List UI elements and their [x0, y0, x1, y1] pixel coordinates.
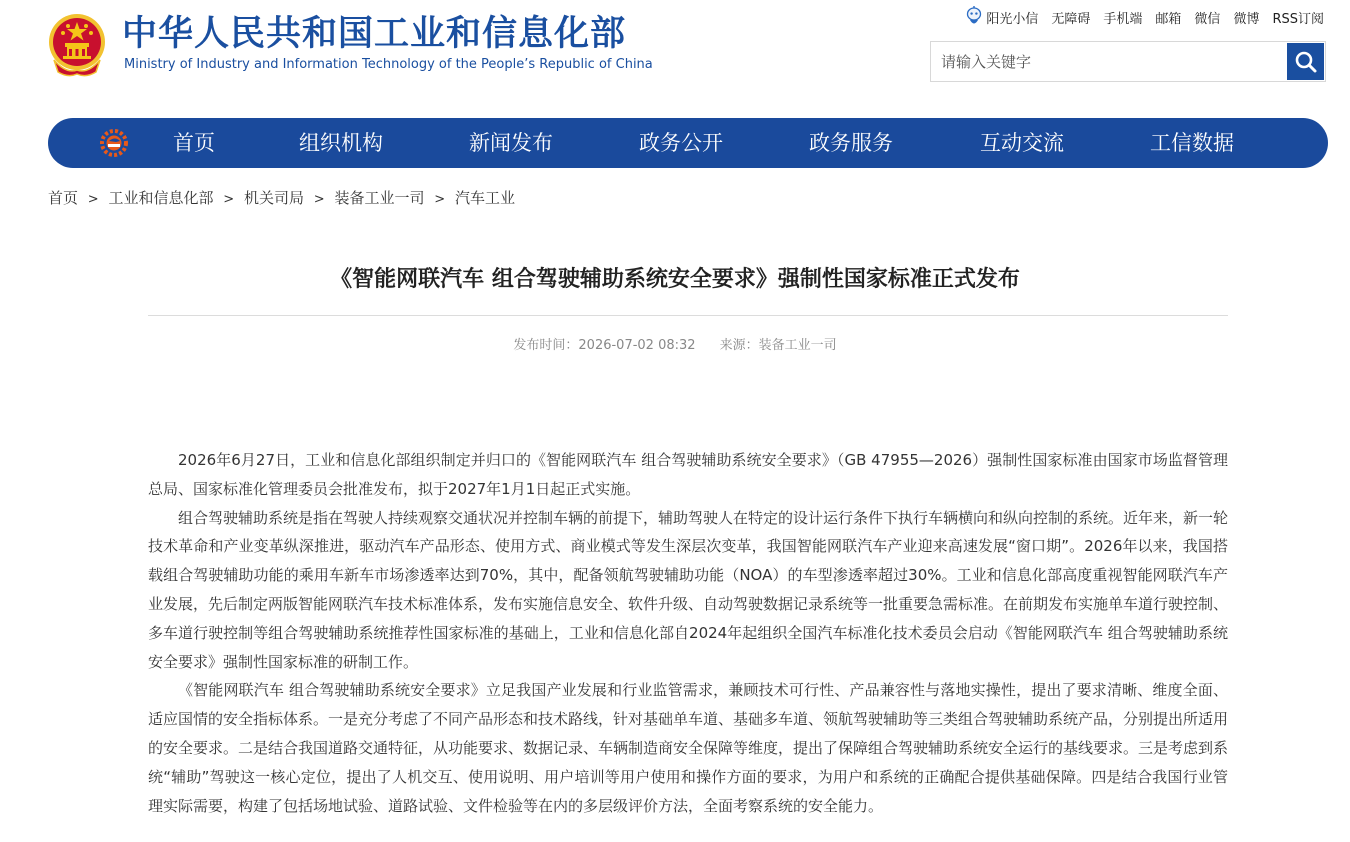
breadcrumb-auto-industry[interactable]: 汽车工业 — [454, 189, 515, 207]
ministry-logo-icon[interactable] — [98, 127, 130, 159]
nav-government-affairs[interactable]: 政务公开 — [639, 131, 723, 155]
main-nav — [48, 118, 1328, 168]
search-icon — [1294, 50, 1318, 74]
article-paragraph: 2026年6月27日，工业和信息化部组织制定并归口的《智能网联汽车 组合驾驶辅助系统安全要求》（GB 47955—2026）强制性国家标准由国家市场监督管理总局、国家标准化管理委员会批准发布，拟于2027年1月1日起正式实施。 — [148, 451, 1228, 498]
breadcrumb-separator: > — [434, 192, 446, 207]
nav-interaction[interactable]: 互动交流 — [980, 131, 1064, 155]
nav-government-services[interactable]: 政务服务 — [809, 131, 893, 155]
robot-assistant-icon[interactable] — [966, 6, 982, 28]
national-emblem-icon — [46, 12, 108, 78]
nav-data[interactable]: 工信数据 — [1150, 131, 1234, 155]
toplink-weibo[interactable]: 微博 — [1233, 11, 1260, 27]
toplink-mail[interactable]: 邮箱 — [1155, 11, 1182, 27]
source: 装备工业一司 — [758, 338, 837, 353]
search-box — [930, 41, 1326, 82]
publish-time: 2026-07-02 08:32 — [578, 338, 696, 353]
toplink-accessibility[interactable]: 无障碍 — [1051, 11, 1091, 27]
toplink-mobile[interactable]: 手机端 — [1103, 11, 1143, 27]
breadcrumb-separator: > — [223, 192, 235, 207]
breadcrumb-separator: > — [313, 192, 325, 207]
breadcrumb — [48, 187, 515, 208]
breadcrumb-departments[interactable]: 机关司局 — [243, 189, 304, 207]
breadcrumb-separator: > — [87, 192, 99, 207]
top-links — [966, 6, 1324, 28]
article-paragraph: 《智能网联汽车 组合驾驶辅助系统安全要求》立足我国产业发展和行业监管需求，兼顾技术可行性、产品兼容性与落地实操性，提出了要求清晰、维度全面、适应国情的安全指标体系。一是充分考虑了不同产品形态和技术路线，针对基础单车道、基础多车道、领航驾驶辅助等三类组合驾驶辅助系统产品，分别提出所适用的安全要求。二是结合我国道路交通特征，从功能要求、数据记录、车辆制造商安全保障等维度，提出了保障组合驾驶辅助系统安全运行的基线要求。三是考虑到系统“辅助”驾驶这一核心定位，提出了人机交互、使用说明、用户培训等用户使用和操作方面的要求，为用户和系统的正确配合提供基础保障。四是结合我国行业管理实际需要，构建了包括场地试验、道路试验、文件检验等在内的多层级评价方法，全面考察系统的安全能力。 — [148, 681, 1229, 815]
search-input[interactable] — [931, 42, 1285, 81]
toplink-wechat[interactable]: 微信 — [1194, 11, 1221, 27]
nav-organization[interactable]: 组织机构 — [299, 131, 383, 155]
article-body — [148, 446, 1228, 820]
site-subtitle: Ministry of Industry and Information Technology of the People’s Republic of China — [124, 57, 653, 72]
nav-news[interactable]: 新闻发布 — [469, 131, 553, 155]
nav-home[interactable]: 首页 — [173, 131, 215, 155]
site-title: 中华人民共和国工业和信息化部 — [122, 14, 627, 54]
article-title: 《智能网联汽车 组合驾驶辅助系统安全要求》强制性国家标准正式发布 — [330, 267, 1020, 292]
breadcrumb-equipment-dept[interactable]: 装备工业一司 — [334, 189, 425, 207]
toplink-sunshine[interactable]: 阳光小信 — [986, 11, 1039, 27]
publish-time-label: 发布时间： — [513, 338, 579, 353]
breadcrumb-home[interactable]: 首页 — [48, 189, 79, 207]
source-label: 来源： — [719, 338, 759, 353]
search-button[interactable] — [1287, 43, 1324, 80]
article-meta — [0, 334, 1350, 353]
article-paragraph: 组合驾驶辅助系统是指在驾驶人持续观察交通状况并控制车辆的前提下，辅助驾驶人在特定的设计运行条件下执行车辆横向和纵向控制的系统。近年来，新一轮技术革命和产业变革纵深推进，驱动汽车产品形态、使用方式、商业模式等发生深层次变革，我国智能网联汽车产业迎来高速发展“窗口期”。2026年以来，我国搭载组合驾驶辅助功能的乘用车新车市场渗透率达到70%，其中，配备领航驾驶辅助功能（NOA）的车型渗透率超过30%。工业和信息化部高度重视智能网联汽车产业发展，先后制定两版智能网联汽车技术标准体系，发布实施信息安全、软件升级、自动驾驶数据记录系统等一批重要急需标准。在前期发布实施单车道行驶控制、多车道行驶控制等组合驾驶辅助系统推荐性国家标准的基础上，工业和信息化部自2024年起组织全国汽车标准化技术委员会启动《智能网联汽车 组合驾驶辅助系统安全要求》强制性国家标准的研制工作。 — [148, 508, 1229, 671]
toplink-rss[interactable]: RSS订阅 — [1272, 11, 1324, 27]
title-divider — [148, 315, 1228, 316]
breadcrumb-ministry[interactable]: 工业和信息化部 — [108, 189, 214, 207]
